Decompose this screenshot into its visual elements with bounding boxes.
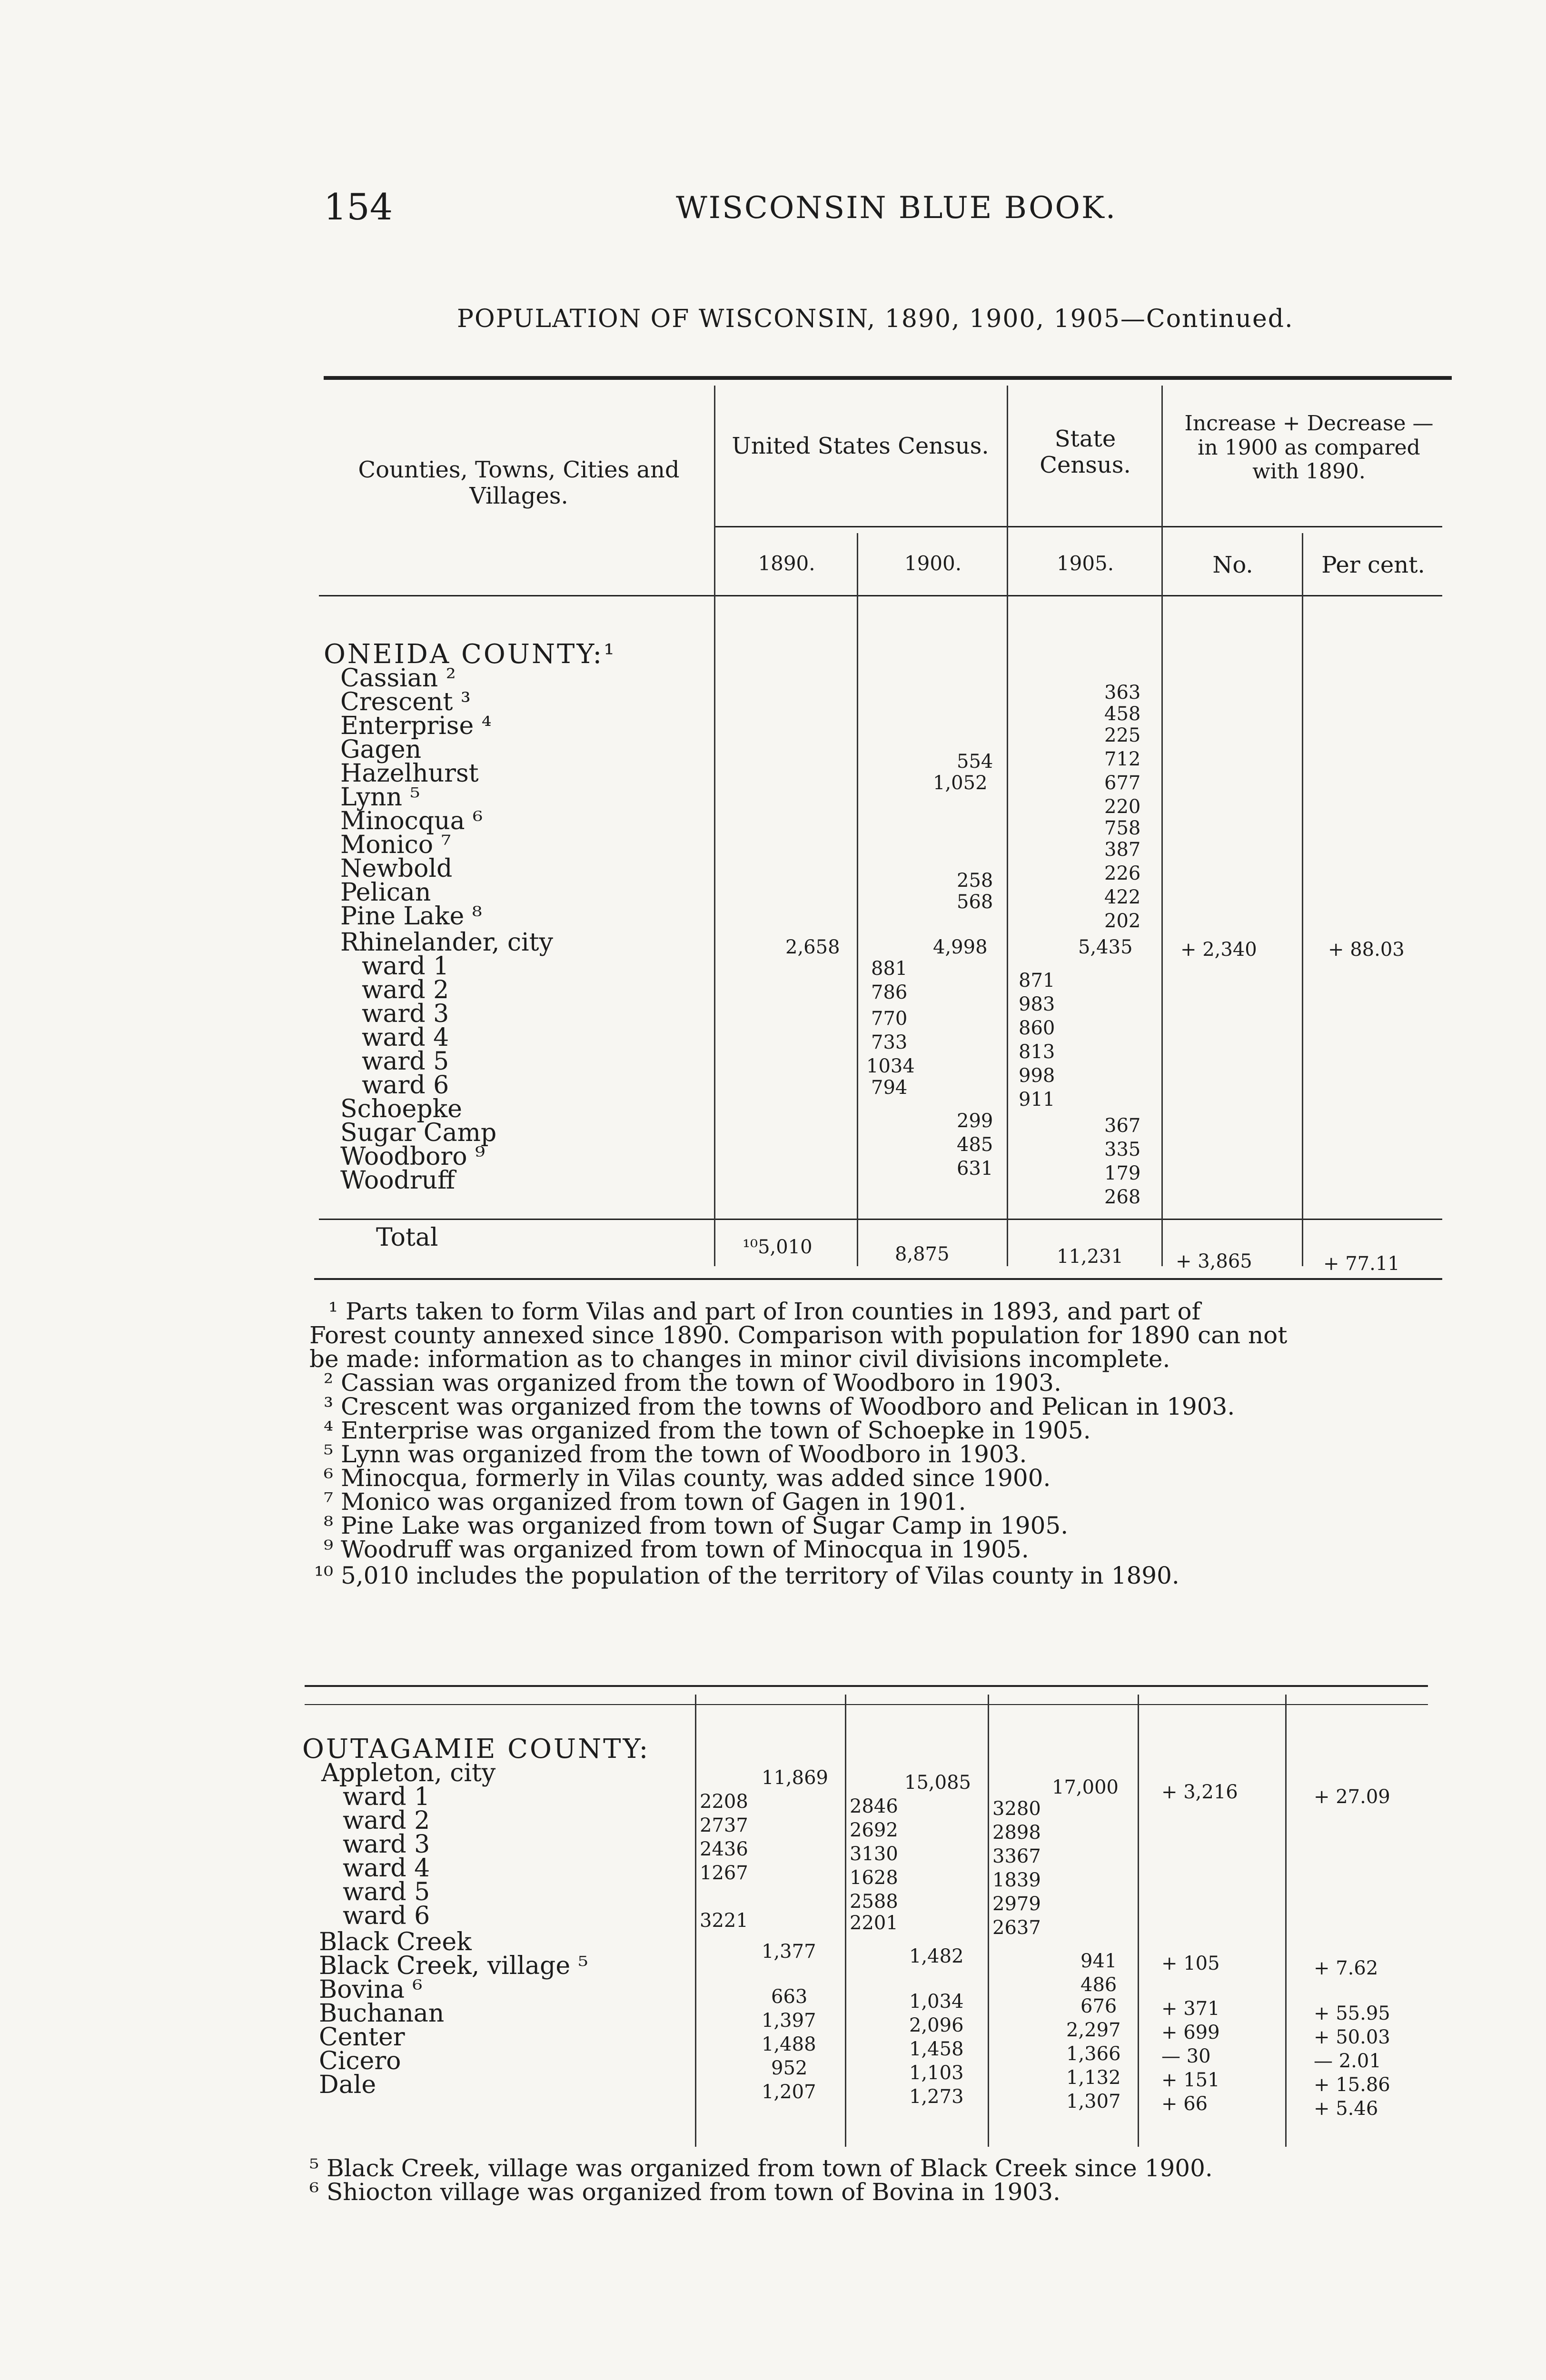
ap-ward3-1890: 2436 (700, 1838, 748, 1860)
ap-ward5-1905: 2979 (992, 1893, 1041, 1915)
rhinelander-1890: 2,658 (785, 936, 840, 958)
running-head: WISCONSIN BLUE BOOK. (676, 190, 1117, 226)
outagamie-row-ward-6: ward 6 (343, 1902, 430, 1930)
ap-ward3-1900: 3130 (850, 1843, 898, 1865)
dale-1905: 1,307 (1066, 2091, 1121, 2112)
black-creek-1890: 1,377 (762, 1941, 816, 1963)
ap-ward4-1905: 1839 (992, 1869, 1041, 1891)
oneida-row-ward-6: ward 6 (362, 1071, 449, 1100)
ap-ward6-1890: 3221 (700, 1910, 748, 1932)
gagen-1900: 554 (957, 751, 993, 773)
outagamie-row-center: Center (319, 2023, 405, 2052)
lower-col-divider-2 (845, 1695, 846, 2147)
footnote-line: ⁴ Enterprise was organized from the town of Schoepke in 1905. (324, 1417, 1091, 1444)
bovina-1905: 676 (1080, 1995, 1117, 2017)
footnote-line: ⁵ Lynn was organized from the town of Woodboro in 1903. (324, 1440, 1027, 1468)
lower-col-divider-5 (1285, 1695, 1287, 2147)
appleton-pct: + 27.09 (1314, 1786, 1390, 1808)
oneida-county-title: ONEIDA COUNTY:¹ (324, 639, 616, 670)
oneida-row-ward-2: ward 2 (362, 976, 449, 1004)
footnote-line: ⁷ Monico was organized from town of Gagen in 1901. (324, 1488, 966, 1516)
crescent-1905: 458 (1104, 703, 1141, 725)
rh-ward1-1900: 881 (871, 958, 908, 980)
page-number: 154 (324, 186, 393, 228)
header-us-census: United States Census. (732, 433, 989, 459)
schoepke-1905: 367 (1104, 1115, 1141, 1137)
outagamie-row-bovina: Bovina ⁶ (319, 1975, 423, 2004)
cicero-1905: 1,132 (1066, 2067, 1121, 2089)
total-rule (319, 1219, 1442, 1220)
footnote-line: ¹⁰ 5,010 includes the population of the territory of Vilas county in 1890. (314, 1562, 1179, 1589)
ap-ward4-1900: 1628 (850, 1867, 898, 1889)
oneida-total-label: Total (376, 1223, 438, 1252)
oneida-total-no: + 3,865 (1176, 1250, 1252, 1272)
buchanan-1900: 2,096 (909, 2014, 964, 2036)
outagamie-row-ward-3: ward 3 (343, 1830, 430, 1859)
rhinelander-pct: + 88.03 (1328, 939, 1405, 961)
oneida-row-ward-3: ward 3 (362, 1000, 449, 1028)
ap-ward1-1890: 2208 (700, 1791, 748, 1813)
cassian-1905: 363 (1104, 682, 1141, 704)
top-rule (324, 376, 1452, 380)
bovina-pct: + 55.95 (1314, 2003, 1390, 2024)
oneida-row-pine-lake: Pine Lake ⁸ (340, 902, 482, 931)
outagamie-row-ward-4: ward 4 (343, 1854, 430, 1883)
oneida-row-cassian: Cassian ² (340, 664, 456, 693)
buchanan-1905: 2,297 (1066, 2019, 1121, 2041)
oneida-row-ward-4: ward 4 (362, 1023, 449, 1052)
ap-ward2-1905: 2898 (992, 1822, 1041, 1844)
header-1890: 1890. (758, 552, 815, 575)
footnote-line: ⁶ Minocqua, formerly in Vilas county, was added since 1900. (324, 1464, 1051, 1492)
outagamie-row-cicero: Cicero (319, 2047, 401, 2075)
oneida-row-crescent: Crescent ³ (340, 688, 471, 716)
lower-col-divider-3 (988, 1695, 989, 2147)
ap-ward6-1900: 2201 (850, 1912, 898, 1934)
sugar-camp-1905: 335 (1104, 1139, 1141, 1160)
oneida-row-lynn: Lynn ⁵ (340, 783, 420, 812)
buchanan-no: + 699 (1161, 2022, 1220, 2043)
woodruff-1905: 268 (1104, 1186, 1141, 1208)
footnote-line: Forest county annexed since 1890. Comparison with population for 1890 can not (309, 1321, 1288, 1349)
ap-ward3-1905: 3367 (992, 1845, 1041, 1867)
oneida-total-1905: 11,231 (1057, 1246, 1123, 1268)
footnote-line: ⁵ Black Creek, village was organized from town of Black Creek since 1900. (309, 2154, 1213, 2182)
rhinelander-1905: 5,435 (1078, 936, 1133, 958)
dale-1900: 1,273 (909, 2086, 964, 2108)
center-no: — 30 (1161, 2045, 1211, 2067)
footnote-line: ¹ Parts taken to form Vilas and part of Iron counties in 1893, and part of (328, 1298, 1201, 1325)
pelican-1905: 422 (1104, 886, 1141, 908)
header-no: No. (1212, 552, 1253, 578)
cicero-no: + 151 (1161, 2069, 1220, 2091)
oneida-row-enterprise: Enterprise ⁴ (340, 712, 492, 740)
black-creek-pct: + 7.62 (1314, 1957, 1378, 1979)
lower-top-rule-2 (305, 1704, 1428, 1705)
col-divider-3 (1007, 386, 1008, 1266)
outagamie-row-buchanan: Buchanan (319, 1999, 445, 2028)
lower-col-divider-4 (1138, 1695, 1139, 2147)
header-divider (714, 526, 1442, 527)
rh-ward3-1905: 860 (1019, 1017, 1055, 1039)
outagamie-row-ward-1: ward 1 (343, 1783, 430, 1811)
oneida-row-ward-5: ward 5 (362, 1047, 449, 1076)
rh-ward1-1905: 871 (1019, 970, 1055, 992)
appleton-no: + 3,216 (1161, 1781, 1238, 1803)
black-creek-village-1905: 486 (1080, 1974, 1117, 1996)
appleton-1905: 17,000 (1052, 1776, 1119, 1798)
bovina-1890: 663 (771, 1986, 808, 2008)
bovina-1900: 1,034 (909, 1991, 964, 2013)
outagamie-row-black-creek-village: Black Creek, village ⁵ (319, 1952, 588, 1980)
footnote-line: ⁶ Shiocton village was organized from town of Bovina in 1903. (309, 2178, 1060, 2206)
rhinelander-1900: 4,998 (933, 936, 988, 958)
col-divider-2 (857, 533, 858, 1266)
outagamie-row-ward-5: ward 5 (343, 1878, 430, 1906)
outagamie-row-black-creek: Black Creek (319, 1928, 472, 1956)
hazelhurst-1905: 677 (1104, 772, 1141, 794)
oneida-row-gagen: Gagen (340, 735, 422, 764)
gagen-1905: 712 (1104, 748, 1141, 770)
black-creek-1900: 1,482 (909, 1945, 964, 1967)
header-1900: 1900. (904, 552, 962, 575)
rhinelander-no: + 2,340 (1180, 939, 1257, 961)
dale-pct: + 5.46 (1314, 2098, 1378, 2120)
header-change: Increase + Decrease — in 1900 as compared with 1890. (1184, 411, 1434, 484)
black-creek-1905: 941 (1080, 1950, 1117, 1972)
monico-1905: 387 (1104, 839, 1141, 861)
sugar-camp-1900: 485 (957, 1134, 993, 1156)
bovina-no: + 371 (1161, 1998, 1220, 2020)
center-1905: 1,366 (1066, 2043, 1121, 2065)
footnote-line: ³ Crescent was organized from the towns of Woodboro and Pelican in 1903. (324, 1393, 1235, 1420)
ap-ward2-1890: 2737 (700, 1815, 748, 1836)
oneida-row-rhinelander: Rhinelander, city (340, 928, 553, 957)
ap-ward1-1900: 2846 (850, 1795, 898, 1817)
table-title: POPULATION OF WISCONSIN, 1890, 1900, 1905—Continued. (457, 305, 1294, 333)
footnote-line: ² Cassian was organized from the town of Woodboro in 1903. (324, 1369, 1061, 1397)
oneida-row-woodruff: Woodruff (340, 1166, 456, 1195)
black-creek-no: + 105 (1161, 1953, 1220, 1974)
outagamie-row-appleton: Appleton, city (321, 1759, 496, 1787)
newbold-1905: 226 (1104, 863, 1141, 884)
oneida-total-1900: 8,875 (895, 1243, 950, 1265)
footnote-line: be made: information as to changes in minor civil divisions incomplete. (309, 1345, 1170, 1373)
outagamie-county-title: OUTAGAMIE COUNTY: (302, 1734, 650, 1765)
col-divider-5 (1302, 533, 1303, 1266)
lower-col-divider-1 (695, 1695, 696, 2147)
woodboro-1900: 631 (957, 1158, 993, 1180)
buchanan-pct: + 50.03 (1314, 2026, 1390, 2048)
schoepke-1900: 299 (957, 1110, 993, 1132)
col-divider-4 (1161, 386, 1163, 1266)
newbold-1900: 258 (957, 870, 993, 892)
oneida-row-woodboro: Woodboro ⁹ (340, 1142, 485, 1171)
oneida-row-ward-1: ward 1 (362, 952, 449, 981)
oneida-row-newbold: Newbold (340, 854, 453, 883)
appleton-1900: 15,085 (904, 1772, 971, 1794)
oneida-row-hazelhurst: Hazelhurst (340, 759, 479, 788)
lynn-1905: 220 (1104, 796, 1141, 818)
col-divider-1 (714, 386, 715, 1266)
cicero-pct: + 15.86 (1314, 2074, 1390, 2096)
oneida-total-1890: ¹⁰5,010 (743, 1236, 813, 1258)
rh-ward6-1905: 911 (1019, 1089, 1055, 1111)
minocqua-1905: 758 (1104, 817, 1141, 839)
hazelhurst-1900: 1,052 (933, 772, 988, 794)
header-counties: Counties, Towns, Cities and Villages. (358, 456, 680, 510)
cicero-1900: 1,103 (909, 2062, 964, 2084)
pelican-1900: 568 (957, 891, 993, 913)
center-1900: 1,458 (909, 2038, 964, 2060)
buchanan-1890: 1,397 (762, 2010, 816, 2032)
center-1890: 1,488 (762, 2033, 816, 2055)
oneida-row-minocqua: Minocqua ⁶ (340, 807, 483, 835)
rh-ward4-1900: 733 (871, 1031, 908, 1053)
table-bottom-rule (314, 1278, 1442, 1280)
lower-top-rule (305, 1685, 1428, 1687)
rh-ward4-1905: 813 (1019, 1041, 1055, 1063)
header-percent: Per cent. (1321, 552, 1425, 578)
footnote-line: ⁹ Woodruff was organized from town of Minocqua in 1905. (324, 1536, 1029, 1563)
dale-1890: 1,207 (762, 2081, 816, 2103)
header-bottom-rule (319, 595, 1442, 596)
header-1905: 1905. (1056, 552, 1114, 575)
oneida-row-monico: Monico ⁷ (340, 831, 451, 859)
rh-ward6-1900: 794 (871, 1077, 908, 1099)
ap-ward2-1900: 2692 (850, 1819, 898, 1841)
cicero-1890: 952 (771, 2057, 808, 2079)
woodboro-1905: 179 (1104, 1162, 1141, 1184)
center-pct: — 2.01 (1314, 2050, 1381, 2072)
header-state-census: State Census. (1040, 426, 1131, 479)
oneida-total-pct: + 77.11 (1323, 1253, 1400, 1275)
oneida-row-schoepke: Schoepke (340, 1095, 462, 1123)
oneida-row-sugar-camp: Sugar Camp (340, 1119, 497, 1147)
rh-ward2-1900: 786 (871, 982, 908, 1003)
footnote-line: ⁸ Pine Lake was organized from town of Sugar Camp in 1905. (324, 1512, 1069, 1539)
appleton-1890: 11,869 (762, 1767, 828, 1789)
ap-ward5-1900: 2588 (850, 1891, 898, 1913)
ap-ward1-1905: 3280 (992, 1798, 1041, 1820)
enterprise-1905: 225 (1104, 724, 1141, 746)
ap-ward4-1890: 1267 (700, 1862, 748, 1884)
oneida-row-pelican: Pelican (340, 878, 431, 907)
rh-ward2-1905: 983 (1019, 993, 1055, 1015)
outagamie-row-dale: Dale (319, 2071, 377, 2099)
rh-ward3-1900: 770 (871, 1008, 908, 1030)
ap-ward6-1905: 2637 (992, 1917, 1041, 1939)
rh-ward5-1905: 998 (1019, 1065, 1055, 1087)
dale-no: + 66 (1161, 2093, 1208, 2115)
outagamie-row-ward-2: ward 2 (343, 1806, 430, 1835)
pine-lake-1905: 202 (1104, 910, 1141, 932)
rh-ward5-1900: 1034 (866, 1055, 915, 1077)
